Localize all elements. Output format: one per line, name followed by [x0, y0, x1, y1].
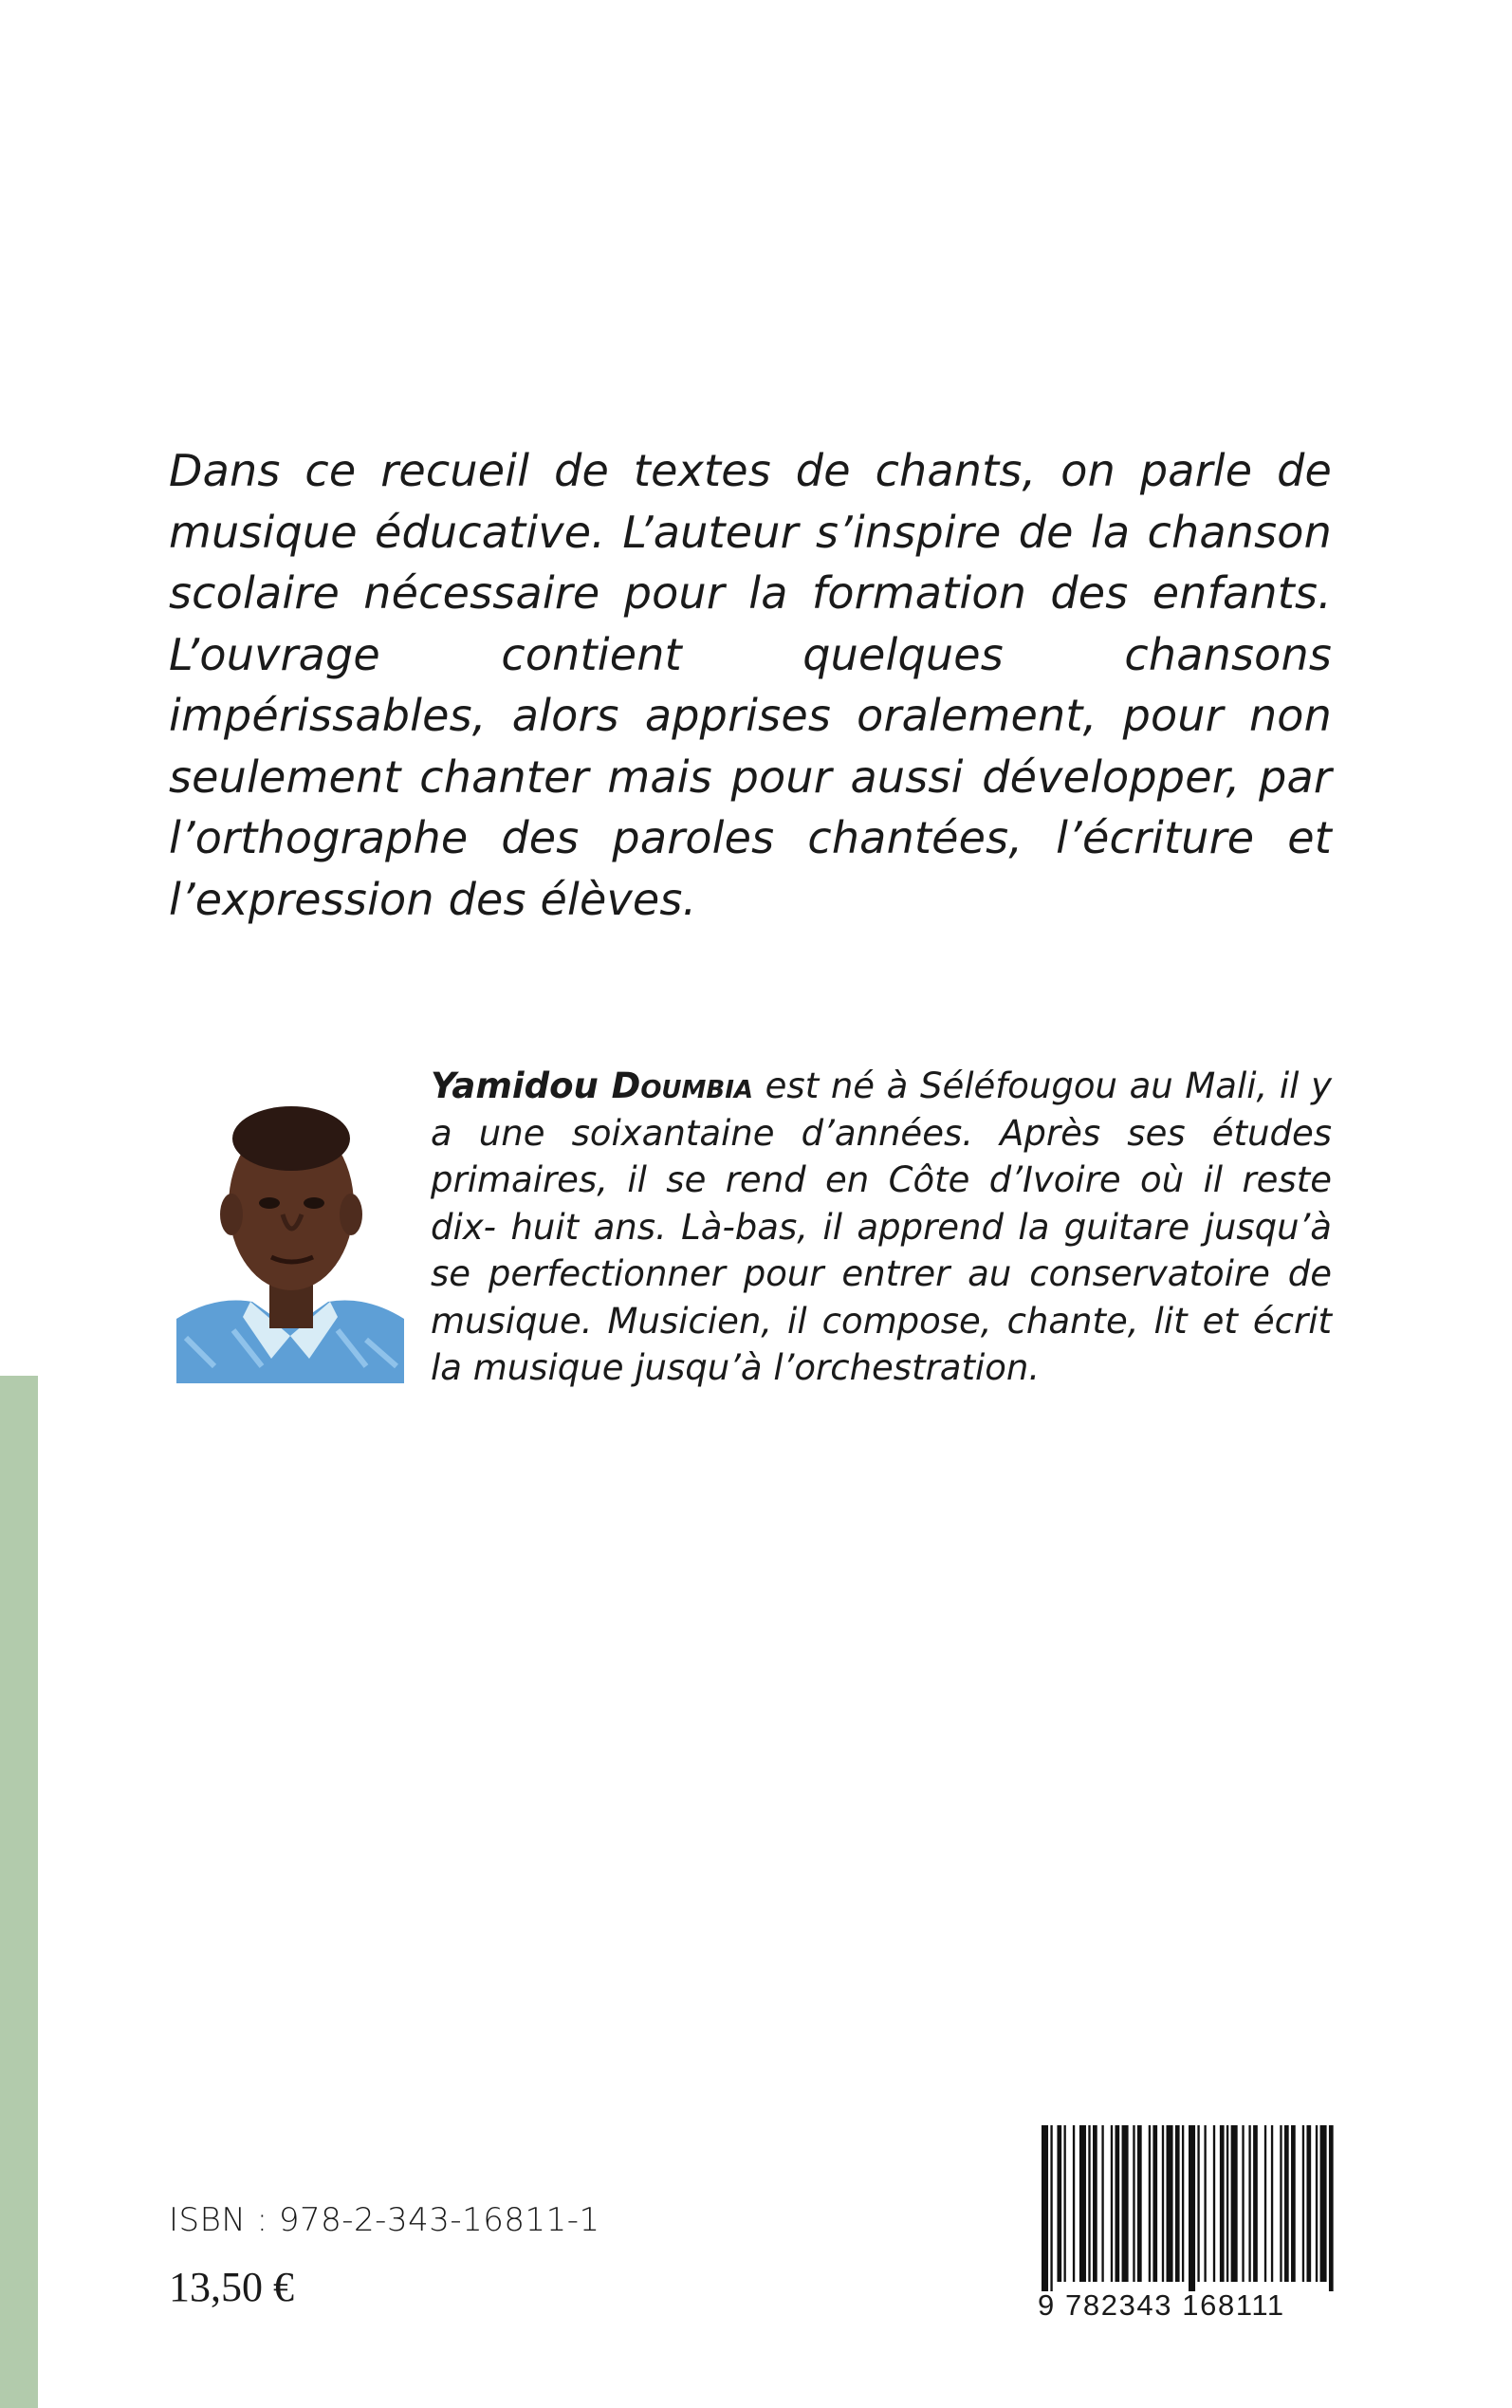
author-name: Yamidou Doumbia	[431, 1065, 754, 1106]
author-photo	[176, 1082, 404, 1383]
barcode	[1038, 2125, 1339, 2291]
back-cover-blurb: Dans ce recueil de textes de chants, on parle de musique éducative. L’auteur s’inspire de la chanson scolaire nécessaire pour la formation des enfants. L’ouvrage contient quelques chansons impérissables, alors apprises oralement, pour non seulement chanter mais pour aussi développer, par l’orthographe des paroles chantées, l’écriture et l’expression des élèves.	[169, 445, 1332, 925]
barcode-digits: 9 782343 168111	[1038, 2288, 1285, 2322]
isbn: ISBN : 978-2-343-16811-1	[169, 2201, 600, 2239]
author-bio: Yamidou Doumbia est né à Séléfougou au Mali, il y a une soixantaine d’années. Après ses études primaires, il se rend en Côte d’Ivoire où il reste dix- huit ans. Là-bas, il apprend la guitare jusqu’à se perfectionner pour entrer au conservatoire de musique. Musicien, il compose, chante, lit et écrit la musique jusqu’à l’orchestration.	[431, 1065, 1332, 1388]
spine-color-band	[0, 1376, 38, 2408]
price: 13,50 €	[169, 2264, 294, 2310]
